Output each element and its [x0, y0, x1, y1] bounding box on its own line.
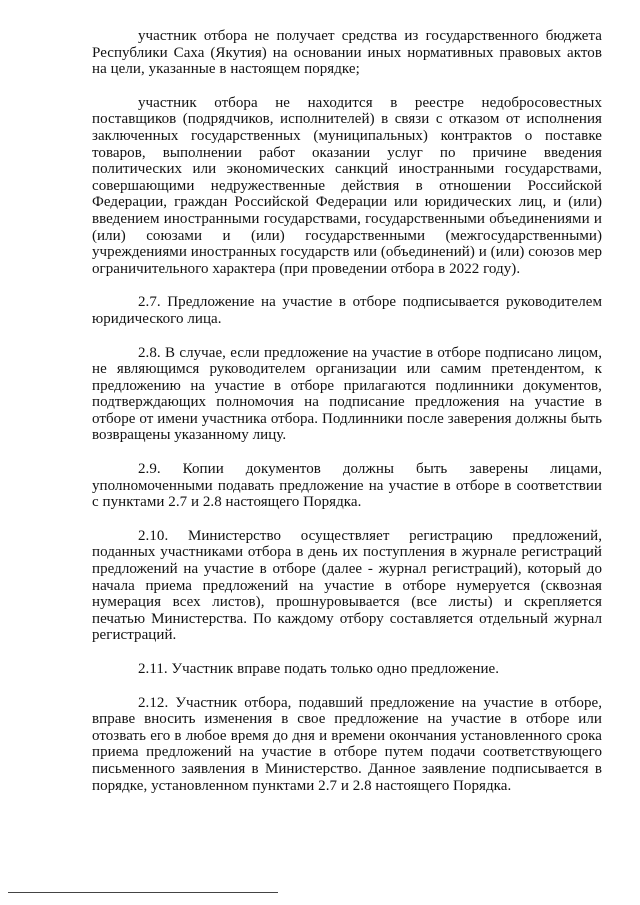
paragraph-2-12: 2.12. Участник отбора, подавший предложение на участие в отборе, вправе вносить изменения в свое предложение на участие в отборе или отозвать его в любое время до дня и времени окончания установленного срока приема предложений на участие в отборе путем подачи соответствующего письменного заявления в Министерство. Данное заявление подписывается в порядке, установленном пунктами 2.7 и 2.8 настоящего Порядка.	[92, 694, 602, 794]
paragraph-no-budget-funds: участник отбора не получает средства из государственного бюджета Республики Саха (Якутия) на основании иных нормативных правовых актов на цели, указанные в настоящем порядке;	[92, 28, 602, 78]
paragraph-2-7: 2.7. Предложение на участие в отборе подписывается руководителем юридического лица.	[92, 294, 602, 327]
footer-rule	[8, 892, 278, 893]
paragraph-2-8: 2.8. В случае, если предложение на участие в отборе подписано лицом, не являющимся руководителем организации или самим претендентом, к предложению на участие в отборе прилагаются подлинники документов, подтверждающих полномочия на подписание предложения на участие в отборе от имени участника отбора. Подлинники после заверения должны быть возвращены указанному лицу.	[92, 344, 602, 444]
paragraph-no-unreliable-suppliers: участник отбора не находится в реестре недобросовестных поставщиков (подрядчиков, исполнителей) в связи с отказом от исполнения заключенных государственных (муниципальных) контрактов о поставке товаров, выполнении работ оказании услуг по причине введения политических или экономических санкций иностранными государствами, совершающими недружественные действия в отношении Российской Федерации, граждан Российской Федерации или юридических лиц, и (или) введением иностранными государствами, государственными объединениями и (или) союзами и (или) государственными (межгосударственными) учреждениями иностранных государств или (объединений) и (или) союзов мер ограничительного характера (при проведении отбора в 2022 году).	[92, 94, 602, 277]
paragraph-2-9: 2.9. Копии документов должны быть заверены лицами, уполномоченными подавать предложение на участие в отборе в соответствии с пунктами 2.7 и 2.8 настоящего Порядка.	[92, 461, 602, 511]
paragraph-2-10: 2.10. Министерство осуществляет регистрацию предложений, поданных участниками отбора в день их поступления в журнале регистраций предложений на участие в отборе (далее - журнал регистраций), который до начала приема предложений на участие в отборе нумеруется (сквозная нумерация всех листов), прошнуровывается (все листы) и скрепляется печатью Министерства. По каждому отбору составляется отдельный журнал регистраций.	[92, 527, 602, 644]
paragraph-2-11: 2.11. Участник вправе подать только одно предложение.	[138, 661, 500, 677]
document-page	[92, 28, 602, 811]
